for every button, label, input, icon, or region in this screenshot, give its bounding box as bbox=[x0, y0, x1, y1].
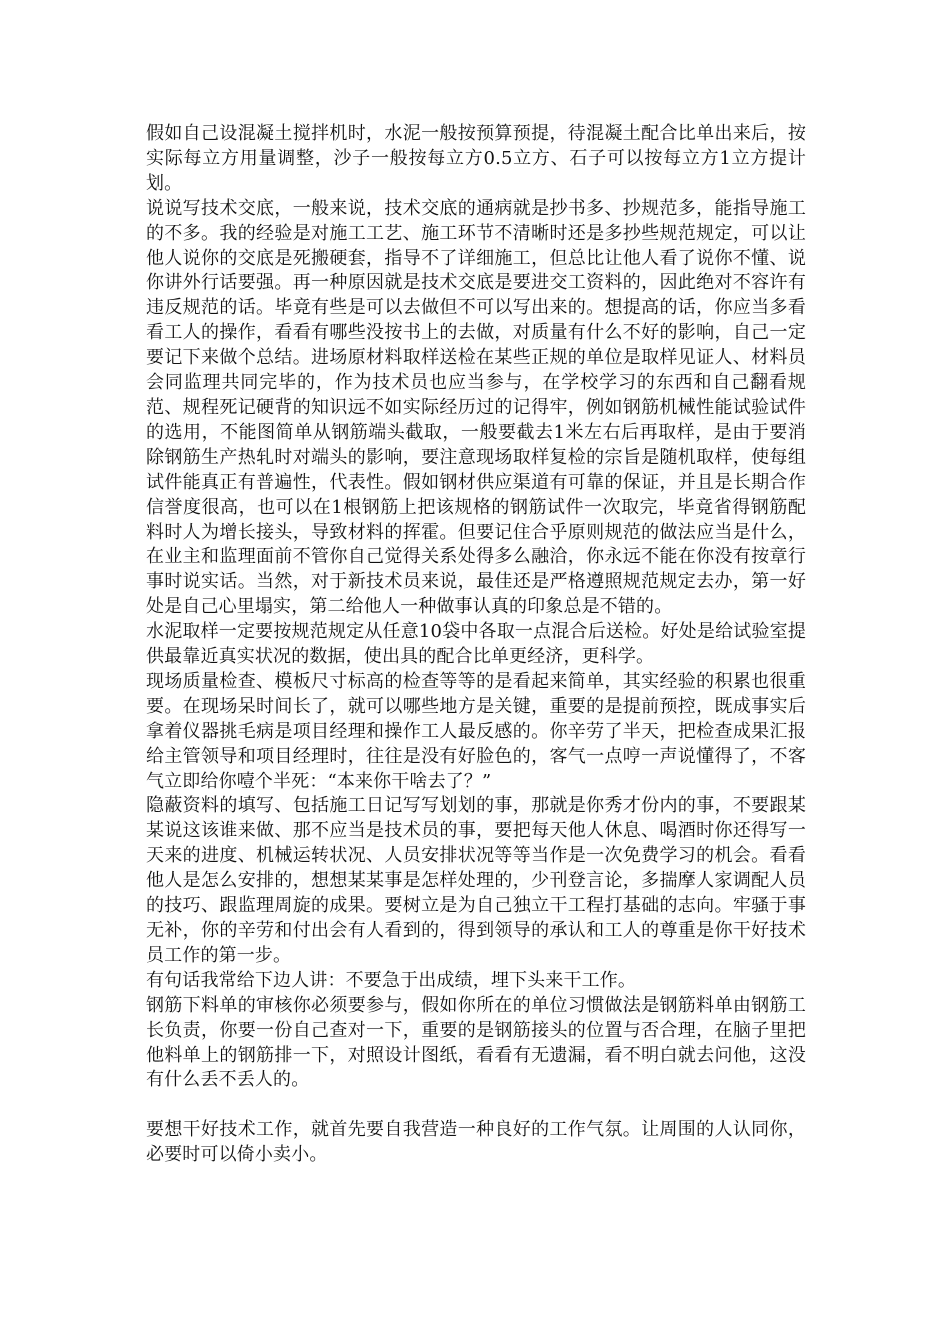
paragraph-work-atmosphere: 要想干好技术工作，就首先要自我营造一种良好的工作气氛。让周围的人认同你，必要时可以倚小卖小。 bbox=[146, 1119, 806, 1166]
paragraph-concrete-mixer: 假如自己设混凝土搅拌机时，水泥一般按预算预提，待混凝土配合比单出来后，按实际每立方用量调整，沙子一般按每立方0.5立方、石子可以按每立方1立方提计划。 bbox=[146, 123, 806, 194]
paragraph-concealed-records: 隐蔽资料的填写、包括施工日记写写划划的事，那就是你秀才份内的事，不要跟某某说这该谁来做、那不应当是技术员的事，要把每天他人休息、喝酒时你还得写一天来的进度、机械运转状况、人员安排状况等等当作是一次免费学习的机会。看看他人是怎么安排的，想想某某事是怎样处理的，少刊登言论，多揣摩人家调配人员的技巧、跟监理周旋的成果。要树立是为自己独立干工程打基础的志向。牢骚于事无补，你的辛劳和付出会有人看到的，得到领导的承认和工人的尊重是你干好技术员工作的第一步。 bbox=[146, 795, 806, 966]
paragraph-cement-sampling: 水泥取样一定要按规范规定从任意10袋中各取一点混合后送检。好处是给试验室提供最靠近真实状况的数据，使出具的配合比单更经济，更科学。 bbox=[146, 621, 806, 668]
paragraph-rebar-list: 钢筋下料单的审核你必须要参与，假如你所在的单位习惯做法是钢筋料单由钢筋工长负责，你要一份自己查对一下，重要的是钢筋接头的位置与否合理，在脑子里把他料单上的钢筋排一下，对照设计图纸，看看有无遗漏，看不明白就去问他，这没有什么丢不丢人的。 bbox=[146, 994, 806, 1091]
paragraph-quality-inspection: 现场质量检查、模板尺寸标高的检查等等的是看起来简单，其实经验的积累也很重要。在现场呆时间长了，就可以哪些地方是关键，重要的是提前预控，既成事实后拿着仪器挑毛病是项目经理和操作工人最反感的。你辛劳了半天，把检查成果汇报给主管领导和项目经理时，往往是没有好脸色的，客气一点哼一声说懂得了，不客气立即给你噎个半死：“本来你干啥去了？” bbox=[146, 670, 806, 792]
document-body bbox=[146, 122, 806, 1168]
paragraph-saying: 有句话我常给下边人讲：不要急于出成绩，埋下头来干工作。 bbox=[146, 969, 637, 991]
paragraph-technical-briefing: 说说写技术交底，一般来说，技术交底的通病就是抄书多、抄规范多，能指导施工的不多。我的经验是对施工工艺、施工环节不清晰时还是多抄些规范规定，可以让他人说你的交底是死搬硬套，指导不了详细施工，但总比让他人看了说你不懂、说你讲外行话要强。再一种原因就是技术交底是要进交工资料的，因此绝对不容许有违反规范的话。毕竟有些是可以去做但不可以写出来的。想提高的话，你应当多看看工人的操作，看看有哪些没按书上的去做，对质量有什么不好的影响，自己一定要记下来做个总结。进场原材料取样送检在某些正规的单位是取样见证人、材料员会同监理共同完毕的，作为技术员也应当参与，在学校学习的东西和自己翻看规范、规程死记硬背的知识远不如实际经历过的记得牢，例如钢筋机械性能试验试件的选用，不能图简单从钢筋端头截取，一般要截去1米左右后再取样，是由于要消除钢筋生产热轧时对端头的影响，要注意现场取样复检的宗旨是随机取样，使每组试件能真正有普遍性，代表性。假如钢材供应渠道有可靠的保证，并且是长期合作信誉度很高，也可以在1根钢筋上把该规格的钢筋试件一次取完，毕竟省得钢筋配料时人为增长接头，导致材料的挥霍。但要记住合乎原则规范的做法应当是什么，在业主和监理面前不管你自己觉得关系处得多么融洽，你永远不能在你没有按章行事时说实话。当然，对于新技术员来说，最佳还是严格遵照规范规定去办，第一好处是自己心里塌实，第二给他人一种做事认真的印象总是不错的。 bbox=[146, 197, 806, 618]
